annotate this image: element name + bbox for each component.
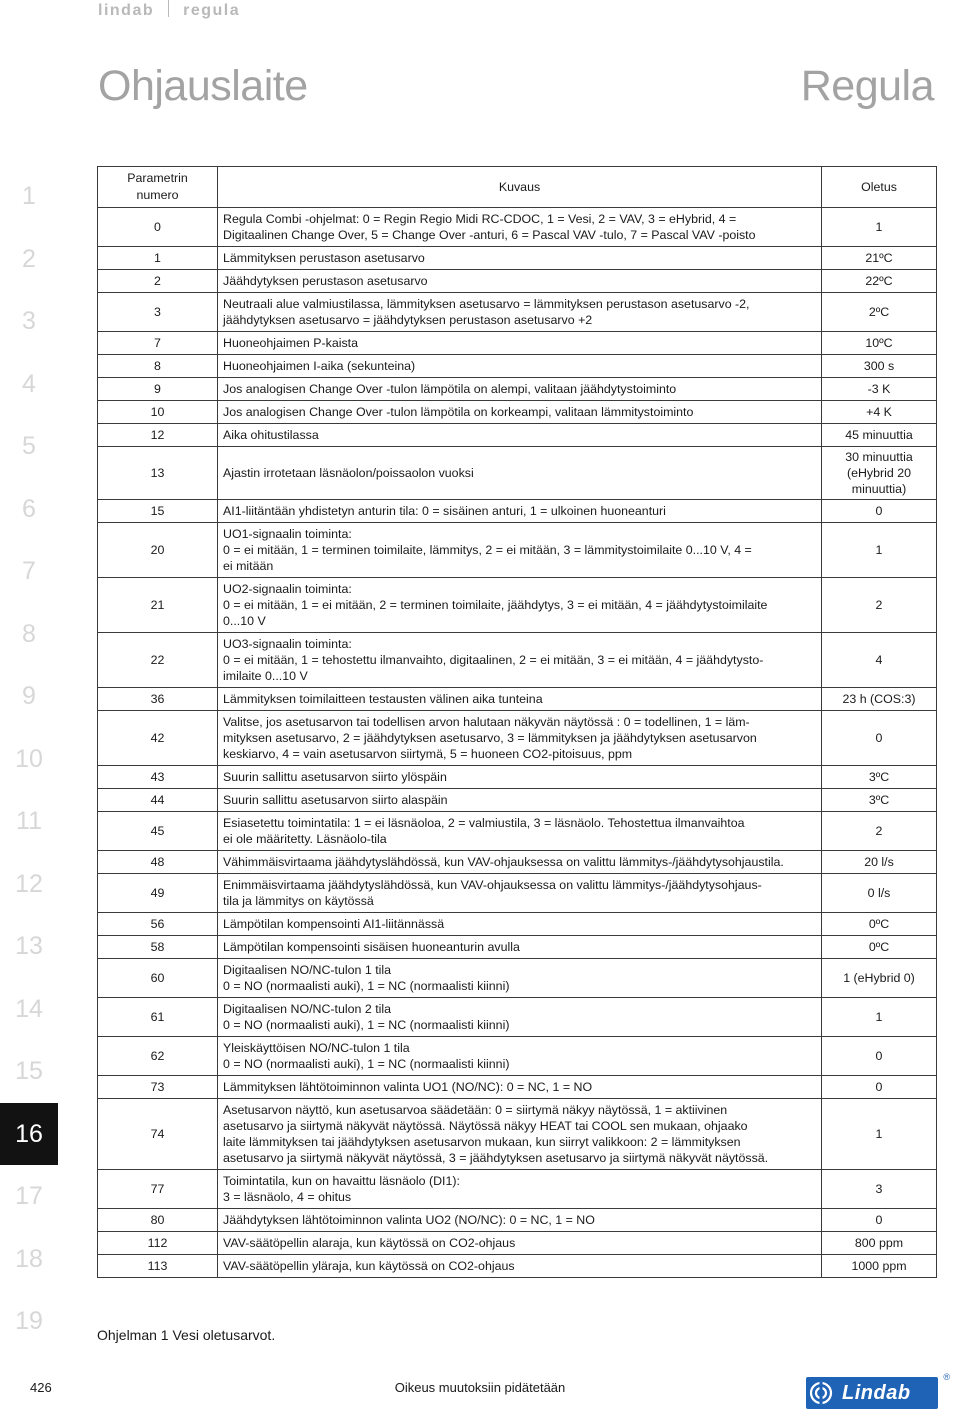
param-description	[218, 500, 822, 523]
param-default	[822, 447, 937, 500]
param-number: 45	[98, 812, 218, 851]
param-number: 60	[98, 959, 218, 998]
default-line: 0	[875, 1080, 883, 1094]
chapter-number: 9	[22, 682, 36, 710]
param-default	[822, 500, 937, 523]
param-default	[822, 688, 937, 711]
param-number: 112	[98, 1232, 218, 1255]
param-number: 44	[98, 789, 218, 812]
table-header-row	[98, 167, 937, 208]
param-default	[822, 332, 937, 355]
param-default	[822, 936, 937, 959]
param-description	[218, 711, 822, 766]
param-number: 10	[98, 401, 218, 424]
chapter-number: 1	[22, 182, 36, 210]
chapter-number: 14	[15, 994, 43, 1023]
table-row	[98, 578, 937, 633]
param-default	[822, 293, 937, 332]
table-row	[98, 500, 937, 523]
default-line: 1	[875, 1010, 883, 1024]
default-line: (eHybrid 20	[846, 466, 912, 480]
param-number: 22	[98, 633, 218, 688]
logo-box	[806, 1377, 938, 1409]
chapter-number: 15	[15, 1057, 43, 1085]
description-line: 0 = NO (normaalisti auki), 1 = NC (normaalisti kiinni)	[223, 1057, 510, 1071]
description-line: mityksen asetusarvo, 2 = jäähdytyksen asetusarvo, 3 = lämmityksen ja jäähdytyksen asetusarvon	[223, 731, 757, 745]
description-line: Suurin sallittu asetusarvon siirto alaspäin	[223, 793, 448, 807]
param-number: 7	[98, 332, 218, 355]
chapter-number: 19	[15, 1307, 43, 1335]
default-line: 300 s	[863, 359, 895, 373]
param-description	[218, 959, 822, 998]
description-line: Aika ohitustilassa	[223, 428, 319, 442]
chapter-number: 6	[22, 494, 36, 523]
registered-mark: ®	[943, 1372, 950, 1382]
param-number: 3	[98, 293, 218, 332]
table-row	[98, 1170, 937, 1209]
param-default	[822, 1170, 937, 1209]
chapter-number: 18	[15, 1244, 43, 1273]
chapter-number: 13	[15, 932, 43, 960]
chapter-number: 17	[15, 1182, 43, 1210]
chapter-number: 2	[22, 244, 36, 273]
description-line: VAV-säätöpellin yläraja, kun käytössä on CO2-ohjaus	[223, 1259, 515, 1273]
param-description	[218, 688, 822, 711]
chapter-number: 11	[16, 807, 42, 835]
description-line: Ajastin irrotetaan läsnäolon/poissaolon vuoksi	[223, 466, 474, 480]
description-line: Regula Combi -ohjelmat: 0 = Regin Regio Midi RC-CDOC, 1 = Vesi, 2 = VAV, 3 = eHybrid, 4 =	[223, 212, 737, 226]
default-line: 0ºC	[868, 917, 890, 931]
description-line: Asetusarvon näyttö, kun asetusarvoa säädetään: 0 = siirtymä näkyy näytössä, 1 = aktiivinen	[223, 1103, 728, 1117]
description-line: Lämmityksen perustason asetusarvo	[223, 251, 425, 265]
table-row	[98, 447, 937, 500]
description-line: Huoneohjaimen P-kaista	[223, 336, 358, 350]
param-number: 43	[98, 766, 218, 789]
description-line: Toimintatila, kun on havaittu läsnäolo (DI1):	[223, 1174, 460, 1188]
table-row	[98, 851, 937, 874]
logo-circle-icon	[806, 1377, 836, 1409]
param-default	[822, 998, 937, 1037]
param-default	[822, 851, 937, 874]
default-line: 20 l/s	[864, 855, 894, 869]
param-default	[822, 959, 937, 998]
default-line: 0 l/s	[867, 886, 891, 900]
table-row	[98, 247, 937, 270]
param-description	[218, 1209, 822, 1232]
param-number: 36	[98, 688, 218, 711]
table-row	[98, 355, 937, 378]
default-line: +4 K	[866, 405, 892, 419]
param-description	[218, 766, 822, 789]
chapter-number: 5	[22, 432, 36, 460]
page-title: Ohjauslaite	[98, 62, 308, 110]
description-line: 0 = ei mitään, 1 = ei mitään, 2 = terminen toimilaite, jäähdytys, 3 = ei mitään, 4 = jäähdytystoimilaite	[223, 598, 768, 612]
table-row	[98, 270, 937, 293]
param-default	[822, 633, 937, 688]
table-row	[98, 1255, 937, 1278]
chapter-number: 10	[15, 744, 43, 773]
chapter-number: 7	[22, 557, 36, 585]
param-default	[822, 578, 937, 633]
param-number: 48	[98, 851, 218, 874]
default-line: 23 h (COS:3)	[842, 692, 916, 706]
default-line: minuuttia)	[851, 482, 907, 496]
description-line: 0...10 V	[223, 614, 266, 628]
table-row	[98, 332, 937, 355]
description-line: AI1-liitäntään yhdistetyn anturin tila: 0 = sisäinen anturi, 1 = ulkoinen huoneanturi	[223, 504, 666, 518]
brand-lindab: lindab	[98, 2, 155, 19]
param-number: 13	[98, 447, 218, 500]
description-line: Jos analogisen Change Over -tulon lämpötila on korkeampi, valitaan lämmitystoiminto	[223, 405, 694, 419]
param-default	[822, 424, 937, 447]
table-row	[98, 1209, 937, 1232]
param-default	[822, 913, 937, 936]
description-line: Neutraali alue valmiustilassa, lämmityksen asetusarvo = lämmityksen perustason asetusarvo -2,	[223, 297, 750, 311]
chapter-number: 8	[22, 619, 36, 648]
table-row	[98, 1232, 937, 1255]
param-description	[218, 1232, 822, 1255]
chapter-number: 12	[15, 869, 43, 898]
chapter-index	[0, 165, 58, 1353]
param-number: 74	[98, 1099, 218, 1170]
page-number: 426	[30, 1380, 52, 1395]
table-row	[98, 688, 937, 711]
default-line: 10ºC	[865, 336, 893, 350]
param-description	[218, 523, 822, 578]
default-line: 3ºC	[868, 770, 890, 784]
description-line: VAV-säätöpellin alaraja, kun käytössä on CO2-ohjaus	[223, 1236, 516, 1250]
table-row	[98, 874, 937, 913]
param-number: 73	[98, 1076, 218, 1099]
param-default	[822, 378, 937, 401]
param-description	[218, 998, 822, 1037]
param-description	[218, 270, 822, 293]
default-line: 1	[875, 1127, 883, 1141]
table-row	[98, 401, 937, 424]
chapter-number: 4	[22, 369, 36, 398]
param-number: 9	[98, 378, 218, 401]
description-line: Lämpötilan kompensointi sisäisen huoneanturin avulla	[223, 940, 520, 954]
description-line: UO2-signaalin toiminta:	[223, 582, 352, 596]
table-row	[98, 936, 937, 959]
param-description	[218, 789, 822, 812]
default-line: 0	[875, 504, 883, 518]
header-description: Kuvaus	[218, 167, 822, 208]
param-description	[218, 355, 822, 378]
description-line: Jäähdytyksen lähtötoiminnon valinta UO2 (NO/NC): 0 = NC, 1 = NO	[223, 1213, 595, 1227]
param-default	[822, 523, 937, 578]
param-default	[822, 812, 937, 851]
description-line: Vähimmäisvirtaama jäähdytyslähdössä, kun VAV-ohjauksessa on valittu lämmitys-/jäähdytysohjaustila.	[223, 855, 784, 869]
param-number: 20	[98, 523, 218, 578]
param-default	[822, 247, 937, 270]
default-line: 1000 ppm	[851, 1259, 907, 1273]
param-description	[218, 247, 822, 270]
param-description	[218, 851, 822, 874]
table-row	[98, 1099, 937, 1170]
description-line: 0 = NO (normaalisti auki), 1 = NC (normaalisti kiinni)	[223, 1018, 510, 1032]
description-line: Lämmityksen toimilaitteen testausten välinen aika tunteina	[223, 692, 543, 706]
header-param-number: Parametrin numero	[98, 167, 218, 208]
param-number: 12	[98, 424, 218, 447]
chapter-number: 3	[22, 307, 36, 335]
footnote: Ohjelman 1 Vesi oletusarvot.	[97, 1327, 276, 1343]
table-row	[98, 424, 937, 447]
chapter-number: 16	[0, 1103, 58, 1166]
default-line: 3	[875, 1182, 883, 1196]
param-number: 21	[98, 578, 218, 633]
param-description	[218, 812, 822, 851]
description-line: asetusarvo ja siirtymä näkyvät näytössä, 3 = jäähdytyksen asetusarvo ja siirtymä näkyvät näytössä.	[223, 1151, 769, 1165]
description-line: Lämmityksen lähtötoiminnon valinta UO1 (NO/NC): 0 = NC, 1 = NO	[223, 1080, 593, 1094]
lindab-logo	[806, 1372, 950, 1410]
param-description	[218, 1170, 822, 1209]
param-default	[822, 1255, 937, 1278]
param-default	[822, 208, 937, 247]
param-description	[218, 293, 822, 332]
param-default	[822, 789, 937, 812]
description-line: Digitaalisen NO/NC-tulon 1 tila	[223, 963, 392, 977]
table-row	[98, 789, 937, 812]
param-number: 113	[98, 1255, 218, 1278]
description-line: 3 = läsnäolo, 4 = ohitus	[223, 1190, 352, 1204]
description-line: Huoneohjaimen I-aika (sekunteina)	[223, 359, 416, 373]
default-line: 45 minuuttia	[845, 428, 913, 442]
param-default	[822, 1209, 937, 1232]
table-row	[98, 293, 937, 332]
default-line: 0ºC	[868, 940, 890, 954]
param-default	[822, 874, 937, 913]
table-row	[98, 633, 937, 688]
description-line: UO3-signaalin toiminta:	[223, 637, 352, 651]
param-default	[822, 1232, 937, 1255]
default-line: 0	[875, 1213, 883, 1227]
description-line: jäähdytyksen asetusarvo = jäähdytyksen perustason asetusarvo +2	[223, 313, 593, 327]
param-default	[822, 1076, 937, 1099]
param-description	[218, 401, 822, 424]
param-description	[218, 913, 822, 936]
description-line: ei ole määritetty. Läsnäolo-tila	[223, 832, 387, 846]
default-line: 2	[875, 598, 883, 612]
table-row	[98, 1037, 937, 1076]
param-default	[822, 355, 937, 378]
param-default	[822, 1037, 937, 1076]
table-row	[98, 812, 937, 851]
param-description	[218, 447, 822, 500]
param-number: 77	[98, 1170, 218, 1209]
param-number: 49	[98, 874, 218, 913]
description-line: Valitse, jos asetusarvon tai todellisen arvon halutaan näkyvän näytössä : 0 = todellinen, 1 = läm-	[223, 715, 750, 729]
param-default	[822, 270, 937, 293]
param-description	[218, 578, 822, 633]
param-number: 42	[98, 711, 218, 766]
param-description	[218, 633, 822, 688]
description-line: 0 = ei mitään, 1 = terminen toimilaite, lämmitys, 2 = ei mitään, 3 = lämmitystoimilaite 0...10 V, 4 =	[223, 543, 752, 557]
description-line: imilaite 0...10 V	[223, 669, 308, 683]
param-description	[218, 874, 822, 913]
description-line: Digitaalisen NO/NC-tulon 2 tila	[223, 1002, 392, 1016]
default-line: 0	[875, 731, 883, 745]
param-description	[218, 936, 822, 959]
description-line: Digitaalinen Change Over, 5 = Change Over -anturi, 6 = Pascal VAV -tulo, 7 = Pascal VAV -poisto	[223, 228, 756, 242]
param-number: 56	[98, 913, 218, 936]
description-line: Lämpötilan kompensointi AI1-liitännässä	[223, 917, 445, 931]
param-number: 1	[98, 247, 218, 270]
param-description	[218, 1037, 822, 1076]
rights-notice: Oikeus muutoksiin pidätetään	[394, 1380, 566, 1395]
brand-header	[98, 0, 240, 20]
param-number: 0	[98, 208, 218, 247]
table-row	[98, 998, 937, 1037]
param-description	[218, 1076, 822, 1099]
description-line: Yleiskäyttöisen NO/NC-tulon 1 tila	[223, 1041, 410, 1055]
default-line: 1	[875, 543, 883, 557]
param-number: 80	[98, 1209, 218, 1232]
param-default	[822, 401, 937, 424]
description-line: 0 = ei mitään, 1 = tehostettu ilmanvaihto, digitaalinen, 2 = ei mitään, 3 = ei mitään, 4 = jäähdytysto-	[223, 653, 764, 667]
param-description	[218, 208, 822, 247]
description-line: UO1-signaalin toiminta:	[223, 527, 352, 541]
description-line: keskiarvo, 4 = vain asetusarvon siirtymä, 5 = huoneen CO2-pitoisuus, ppm	[223, 747, 633, 761]
table-row	[98, 959, 937, 998]
default-line: 22ºC	[865, 274, 893, 288]
description-line: asetusarvo ja siirtymä näkyvät näytössä. Näytössä näkyy HEAT tai COOL sen mukaan, ohjaako	[223, 1119, 748, 1133]
description-line: Jos analogisen Change Over -tulon lämpötila on alempi, valitaan jäähdytystoiminto	[223, 382, 677, 396]
param-number: 2	[98, 270, 218, 293]
table-row	[98, 711, 937, 766]
default-line: 800 ppm	[854, 1236, 904, 1250]
parameter-table	[97, 166, 937, 1278]
param-number: 61	[98, 998, 218, 1037]
description-line: Esiasetettu toimintatila: 1 = ei läsnäoloa, 2 = valmiustila, 3 = läsnäolo. Tehostettua ilmanvaihtoa	[223, 816, 745, 830]
description-line: ei mitään	[223, 559, 274, 573]
param-default	[822, 1099, 937, 1170]
param-number: 62	[98, 1037, 218, 1076]
default-line: 2ºC	[868, 305, 890, 319]
product-title: Regula	[800, 62, 934, 110]
param-default	[822, 711, 937, 766]
param-description	[218, 1099, 822, 1170]
description-line: laite lämmityksen tai jäähdytyksen asetusarvon mukaan, kun siirryt valikkoon: 2 = lämmityksen	[223, 1135, 741, 1149]
param-description	[218, 424, 822, 447]
default-line: 4	[875, 653, 883, 667]
description-line: Jäähdytyksen perustason asetusarvo	[223, 274, 428, 288]
brand-regula: regula	[183, 2, 241, 19]
default-line: 3ºC	[868, 793, 890, 807]
default-line: -3 K	[867, 382, 891, 396]
param-default	[822, 766, 937, 789]
default-line: 2	[875, 824, 883, 838]
table-row	[98, 913, 937, 936]
table-row	[98, 766, 937, 789]
table-row	[98, 523, 937, 578]
default-line: 21ºC	[865, 251, 893, 265]
param-number: 15	[98, 500, 218, 523]
param-number: 58	[98, 936, 218, 959]
table-row	[98, 1076, 937, 1099]
param-description	[218, 378, 822, 401]
default-line: 0	[875, 1049, 883, 1063]
description-line: Suurin sallittu asetusarvon siirto ylöspäin	[223, 770, 447, 784]
default-line: 30 minuuttia	[845, 450, 913, 464]
table-row	[98, 208, 937, 247]
table-row	[98, 378, 937, 401]
header-default: Oletus	[822, 167, 937, 208]
param-description	[218, 332, 822, 355]
param-description	[218, 1255, 822, 1278]
logo-text: Lindab	[842, 1381, 911, 1404]
description-line: Enimmäisvirtaama jäähdytyslähdössä, kun VAV-ohjauksessa on valittu lämmitys-/jäähdytysohjaus-	[223, 878, 762, 892]
description-line: tila ja lämmitys on käytössä	[223, 894, 374, 908]
default-line: 1 (eHybrid 0)	[843, 971, 915, 985]
brand-divider	[168, 0, 169, 17]
default-line: 1	[875, 220, 883, 234]
param-number: 8	[98, 355, 218, 378]
description-line: 0 = NO (normaalisti auki), 1 = NC (normaalisti kiinni)	[223, 979, 510, 993]
